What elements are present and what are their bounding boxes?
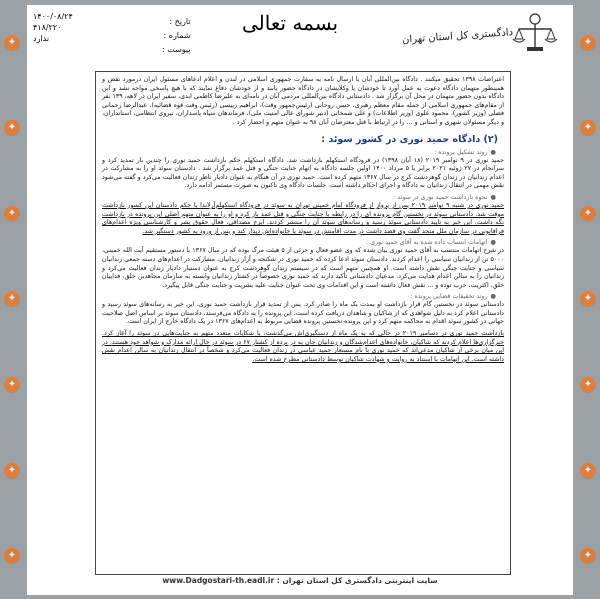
paragraph-3: حمید نوری در شنبه ۹ نوامبر ۲۰۱۹ پس از پرواز از فرودگاه امام خمینی تهران به سوئد در فرودگاه استکهلم‌آرلاندا با حکم دادستان این کشور بازداشت موقت شد. دادستانی سوئد در نخستین گام پرونده ای را در رابطه با جنایت جنگی و قتل عمد باز کرد و او را به عنوان متهم اصلی این پرونده در بازداشت نگه داشت. این خبر به تایید دادستانی سوئد رسید و رسانه‌های سوئد آن را منتشر کردند. ایرج مصداقی، فعال حقوق بشر و کارشناسی ویژه اعدام‌های فراقانونی در سازمان ملل متحد گفت وی قصد داشت در مدت اقامتش در سوئد با خانواده‌اش دیدار کند و پس از ورود به کشور دستگیر شد. xyxy=(102,201,504,235)
bullet-icon: ● xyxy=(490,293,496,301)
left-watermark-strip xyxy=(0,0,24,599)
section-heading: (۲) دادگاه حمید نوری در کشور سوئد : xyxy=(321,133,498,145)
label-number: شماره : xyxy=(163,31,191,40)
subheading-arrest: ●نحوه بازداشت حمید نوری در سوئد : xyxy=(393,193,496,201)
brand-logo-icon: ✦ xyxy=(580,35,596,51)
number-value: ۴۱۸/۲۲۰ xyxy=(33,23,62,32)
organization-name: دادگستری کل استان تهران xyxy=(401,27,514,46)
brand-logo-icon: ✦ xyxy=(580,548,596,564)
header-labels xyxy=(162,15,191,57)
subheading-case-formation: ●روند تشکیل پرونده : xyxy=(434,148,496,156)
paragraph-6: بازداشت حمید نوری در دسامبر ۲۰۱۹ در حالی که به یک ماه از دستگیری‌اش می‌گذشت، با شکایات متعدد متهم به جنایت‌هایی در سوئد را آغاز کرد. خبرگزاری‌ها اعلام کردند که شاکیان، خانواده‌های اعدام‌شدگان و زندانیان جان به در برده از کشتار ۶۷ در سوئد در حال ارائه مدارک و شواهد خود هستند. در این میان برخی از شاکیان مدعی‌اند که حمید نوری با نام مستعار حمید عباسی در زندان فعالیت می‌کرد و شخصاً در انتقال زندانیان به سالن اعدام نقش داشته است. این اتهامات با استناد به روایت و شهادت شاکیان توسط دادستانی مطرح شده است. xyxy=(102,330,504,363)
bullet-icon: ● xyxy=(490,239,496,247)
brand-logo-icon: ✦ xyxy=(4,377,20,393)
brand-logo-icon: ✦ xyxy=(580,377,596,393)
label-date: تاریخ : xyxy=(169,17,191,26)
paragraph-2: حمید نوری در ۹ نوامبر ۲۰۱۹ (۱۸ آبان ۱۳۹۸) در فرودگاه استکهلم بازداشت شد. دادگاه استکهلم حکم بازداشت حمید نوری را چندین بار تمدید کرد و سرانجام در ۲۷ ژوئیه ۲۰۲۱ برابر با ۵ مرداد ۱۴۰۰ اولین جلسه دادگاه به اتهام جنایت جنگی و قتل عمد برگزار شد . دادستان سوئد او را به مشارکت در اعدام زندانیان در زندان گوهردشت کرج در سال ۱۳۶۷ متهم کرده است. حمید نوری در آن هنگام به عنوان دادیار ناظر زندان فعالیت می‌کرد و گفته می‌شود نقش مهمی در انتقال زندانیان به دادگاه و اجرای احکام داشته است. جلسات دادگاه وی تاکنون به صورت مستمر ادامه دارد. xyxy=(102,156,505,190)
brand-logo-icon: ✦ xyxy=(580,291,596,307)
bullet-icon: ● xyxy=(490,148,496,156)
brand-logo-icon: ✦ xyxy=(580,206,596,222)
subheading-investigation: ●روند تحقیقات قضایی پرونده : xyxy=(410,293,496,301)
brand-logo-icon: ✦ xyxy=(4,35,20,51)
brand-logo-icon: ✦ xyxy=(580,463,596,479)
paragraph-4: در شرح اتهامات منتسب به آقای حمید نوری بیان شده که وی عضو فعال و جزئی از ۵ هیئت مرگ بوده که در سال ۱۳۶۷ با دستور مستقیم آیت الله خمینی، ۵۰۰۰ تن از زندانیان سیاسی را اعدام کردند. دادستان سوئد ادعا کرده که حمید نوری در شکنجه و آزار زندانیان، مشارکت در اعدام‌های دسته جمعی زندانیان سیاسی و جنایت جنگی نقش داشته است. او همچنین متهم است که در سیستم زندان گوهردشت کرج به عنوان دستیار دادیار زندان فعالیت می‌کرد و زندانیان را به سالن اعدام هدایت می‌کرد. مدعیان دادستانی تأکید دارند که حمید نوری خصوصاً در کشتار زندانیان وابسته به سازمان مجاهدین خلق، فداییان خلق، اکثریت، حزب توده و ... نقش فعال داشته است و این اقدامات وی تحت عنوان جنایت علیه بشریت و جنایت جنگی قابل پیگیرد. xyxy=(102,247,504,289)
header-values xyxy=(33,11,73,44)
bullet-icon: ● xyxy=(490,193,496,201)
label-attachment: پیوست : xyxy=(162,45,191,54)
footer-website: سایت اینترنتی دادگستری کل استان تهران : www.Dadgostari-th.eadl.ir xyxy=(162,576,438,585)
basmala-heading: بسمه تعالی xyxy=(242,11,339,35)
right-watermark-strip xyxy=(576,0,600,599)
brand-logo-icon: ✦ xyxy=(4,548,20,564)
subheading-charges: ●اتهامات انتساب داده شده به آقای حمید نوری : xyxy=(365,239,496,247)
attachment-value: ندارد xyxy=(33,34,50,43)
justice-emblem-icon xyxy=(505,9,565,67)
brand-logo-icon: ✦ xyxy=(4,120,20,136)
paragraph-5: دادستانی سوئد در نخستین گام قرار بازداشت او بمدت یک ماه را صادر کرد. پس از تمدید قرار بازداشت حمید نوری، این خبر به رسانه‌های سوئد رسید و دادستانی اعلام کرد به دلیل شواهدی که از شاکیان و شاهدان دریافت کرده است، این پرونده را به دادگاه می‌فرستد. دادستان سوئد بر اساس اصل صلاحیت جهانی در کشور سوئد اقدام به محاکمه متهم کرد و این پرونده نخستین پرونده قضایی مربوط به اعدام‌های ۱۳۶۷ در یک دادگاه خارج از ایران است. xyxy=(102,301,504,326)
brand-logo-icon: ✦ xyxy=(4,206,20,222)
brand-logo-icon: ✦ xyxy=(4,463,20,479)
document-page xyxy=(27,5,573,595)
paragraph-1: اعتراضات ۱۳۹۸ تحقیق میکنند . دادگاه بین‌المللی آبان با ارسال نامه به سفارت جمهوری اسلامی در لندن و اعلام ادعاهای مسئول ایران درمورد نقض و همینطور متهمان دادگاه دعوت به عمل آورد تا خودشان یا وکلایشان در دادگاه حضور یابند و از خودشان دفاع نمایند که با هیچ پاسخی مواجه نشد و این دادگاه بدون حضور متهمان در محل آن برگزار شد . دادستانی دادگاه بین‌المللی مردمی آبان در نامه‌ای به علیرضا کاظمی ابدی، سفیر ایران در لاهه، ۱۳۹ نفر از مقام‌های جمهوری اسلامی از جمله مقام معظم رهبری، حسن روحانی (رئیس‌جمهور وقت)، ابراهیم رییسی (رئیس وقت قوه قضائیه)، عبدالرضا رحمانی فضلی (وزیر کشور)، محمود علوی (وزیر اطلاعات) و علی شمخانی (دبیر شورای عالی امنیت ملی)، فرماندهان سپاه پاسداران، نیروی انتظامی، استانداران، و دیگر مسئولان شهری و استانی و ... را در ارتباط با قتل معترضان آبان ۹۸ به عنوان متهم و احضار کرد . xyxy=(102,76,504,126)
date-value: ۱۴۰۰/۰۸/۲۴ xyxy=(33,12,73,21)
brand-logo-icon: ✦ xyxy=(4,291,20,307)
letter-body xyxy=(95,71,511,575)
brand-logo-icon: ✦ xyxy=(580,120,596,136)
letterhead xyxy=(27,5,573,75)
